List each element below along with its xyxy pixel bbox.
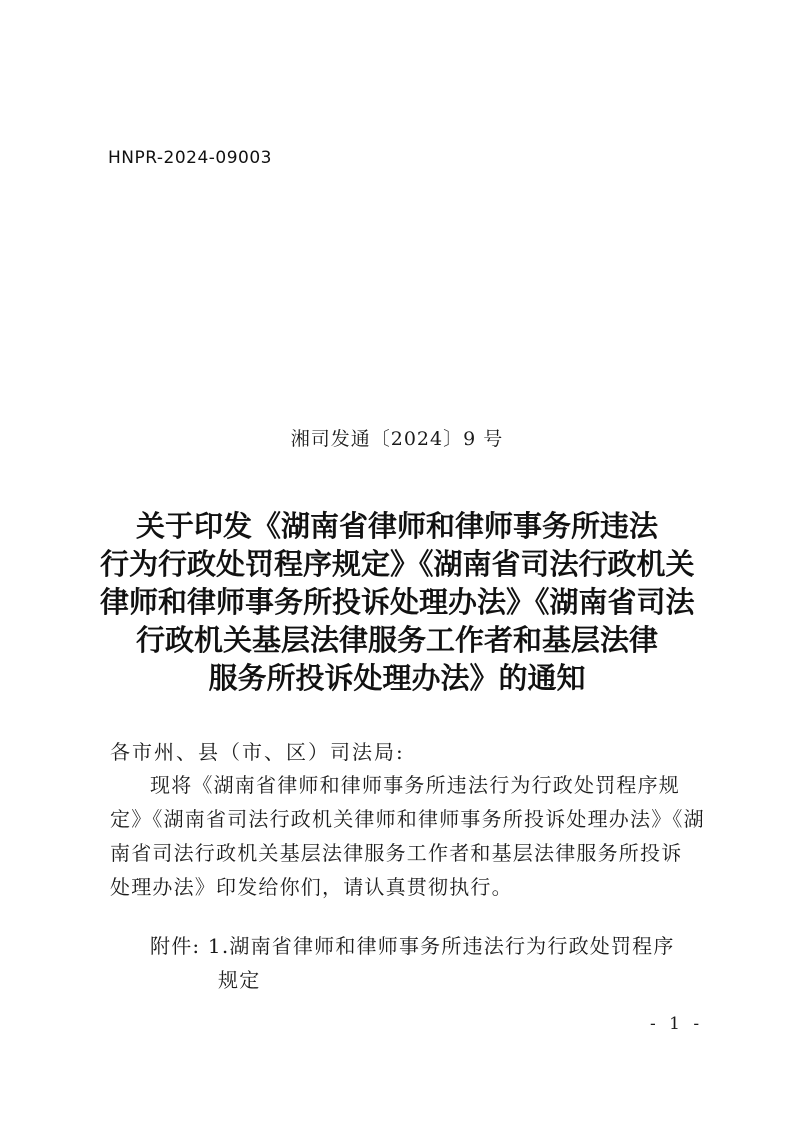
body-line: 南省司法行政机关基层法律服务工作者和基层法律服务所投诉 [110,841,683,865]
document-title [100,507,694,697]
title-line: 行政机关基层法律服务工作者和基层法律 [135,623,658,657]
body-paragraph [110,768,705,904]
body-line: 现将《湖南省律师和律师事务所违法行为行政处罚程序规 [150,773,680,797]
salutation: 各市州、县（市、区）司法局: [110,740,405,764]
body-line: 定》《湖南省司法行政机关律师和律师事务所投诉处理办法》《湖 [110,807,705,831]
attachment-line: 附件: 1.湖南省律师和律师事务所违法行为行政处罚程序 [150,934,675,958]
body-line: 处理办法》印发给你们，请认真贯彻执行。 [110,875,513,899]
title-line: 关于印发《湖南省律师和律师事务所违法 [135,509,658,543]
title-line: 行为行政处罚程序规定》《湖南省司法行政机关 [100,547,695,581]
attachment-continuation: 规定 [218,968,261,992]
document-number: 湘司发通〔2024〕9 号 [290,428,504,450]
document-code: HNPR-2024-09003 [108,148,272,168]
title-line: 律师和律师事务所投诉处理办法》《湖南省司法 [100,585,695,619]
page-number: - 1 - [650,1014,704,1034]
title-line: 服务所投诉处理办法》的通知 [208,661,586,695]
